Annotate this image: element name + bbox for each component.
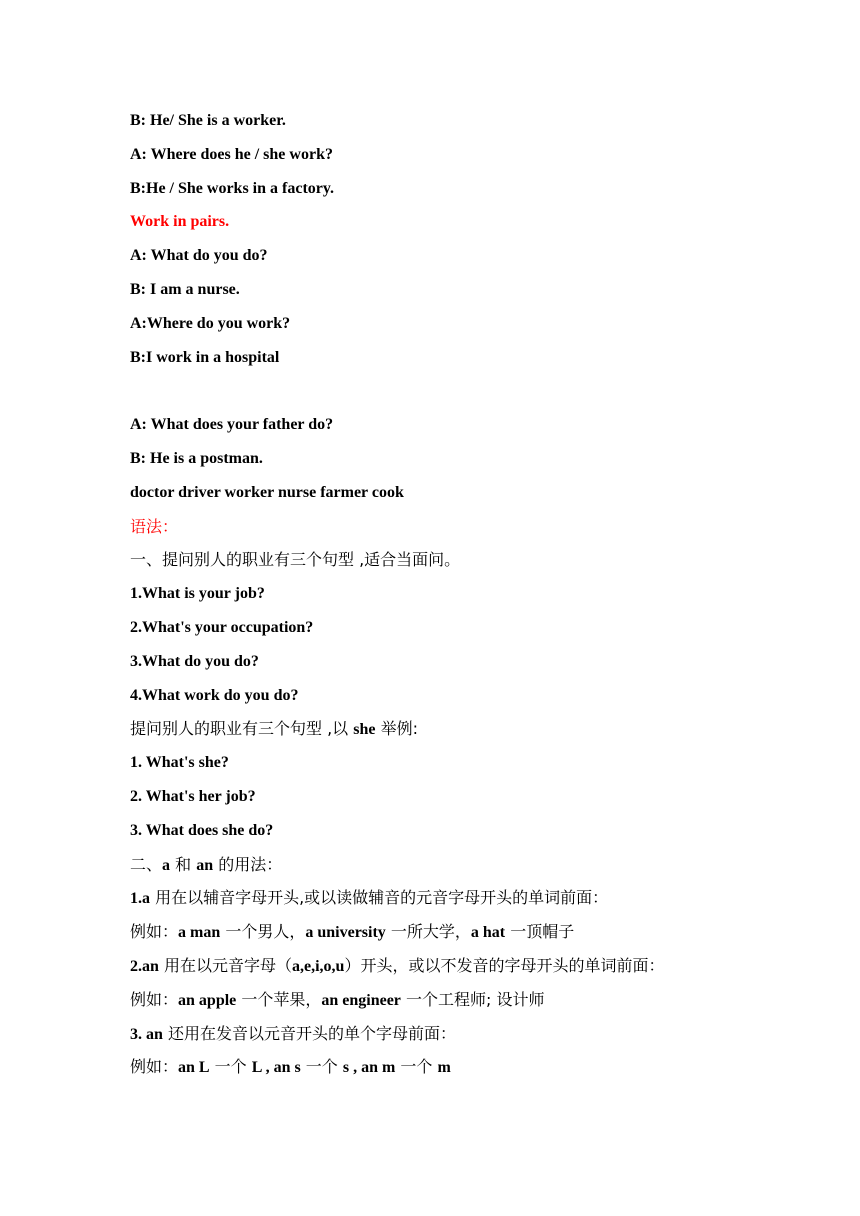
example-sentence: 4.What work do you do?: [130, 686, 299, 704]
text-segment: 一所大学，: [385, 922, 471, 942]
text-segment: a university: [305, 924, 386, 942]
text-segment: 一个苹果，: [236, 989, 322, 1009]
example-sentence: 2. What's her job?: [130, 787, 256, 805]
rule-a: [130, 887, 770, 921]
text-segment: 二、: [130, 854, 163, 874]
vocabulary-list: doctor driver worker nurse farmer cook: [130, 483, 404, 501]
text-segment: a,e,i,o,u: [292, 957, 345, 975]
grammar-point-2: [130, 854, 770, 888]
text-segment: 还用在发音以元音开头的单个字母前面：: [162, 1023, 456, 1043]
dialogue-line: A: What do you do?: [130, 247, 268, 265]
text-segment: 提问别人的职业有三个句型 ,以: [130, 719, 354, 739]
text-segment: s , an m: [342, 1059, 396, 1077]
text-segment: 例如：: [130, 922, 179, 942]
examples-an: [130, 989, 770, 1023]
text-segment: 的用法：: [213, 854, 283, 874]
text-segment: 1.a: [130, 890, 150, 908]
text-segment: ）开头，或以不发音的字母开头的单词前面：: [344, 955, 665, 975]
example-sentence: 1.What is your job?: [130, 585, 265, 603]
blank-line: [130, 380, 770, 414]
text-segment: 一个: [209, 1057, 252, 1077]
dialogue-line: B: I am a nurse.: [130, 280, 240, 298]
text-segment: 用在以元音字母（: [158, 955, 292, 975]
text-segment: 例如：: [130, 989, 179, 1009]
text-segment: 一个工程师; 设计师: [400, 989, 545, 1009]
dialogue-line: A:Where do you work?: [130, 314, 291, 332]
text-segment: 2.an: [130, 957, 159, 975]
section-heading-grammar: 语法：: [130, 516, 179, 536]
example-sentence: 3. What does she do?: [130, 821, 274, 839]
text-segment: an L: [178, 1059, 210, 1077]
rule-an: [130, 955, 770, 989]
text-segment: L , an s: [251, 1059, 301, 1077]
dialogue-line: B:He / She works in a factory.: [130, 179, 334, 197]
text-segment: 用在以辅音字母开头,或以读做辅音的元音字母开头的单词前面：: [150, 888, 609, 908]
text-segment: an engineer: [321, 991, 401, 1009]
text-segment: 举例:: [375, 719, 418, 739]
dialogue-line: A: Where does he / she work?: [130, 145, 333, 163]
document-body: [130, 110, 770, 1090]
text-segment: 一个男人，: [220, 922, 306, 942]
example-sentence: 1. What's she?: [130, 754, 229, 772]
text-segment: 一个: [300, 1057, 343, 1077]
dialogue-line: A: What does your father do?: [130, 416, 334, 434]
text-segment: a man: [178, 924, 221, 942]
text-segment: 例如：: [130, 1057, 179, 1077]
dialogue-line: B: He is a postman.: [130, 449, 263, 467]
text-segment: a hat: [470, 924, 506, 942]
text-segment: she: [353, 721, 376, 739]
rule-an-letters: [130, 1023, 770, 1057]
text-segment: an apple: [178, 991, 237, 1009]
text-segment: 一个: [395, 1057, 438, 1077]
dialogue-line: B: He/ She is a worker.: [130, 112, 286, 129]
examples-a: [130, 921, 770, 955]
dialogue-line: B:I work in a hospital: [130, 348, 280, 366]
text-segment: 一顶帽子: [505, 922, 575, 942]
section-heading-pairwork: Work in pairs.: [130, 213, 230, 231]
text-segment: m: [437, 1059, 451, 1077]
text-segment: a: [162, 856, 171, 874]
example-sentence: 3.What do you do?: [130, 652, 259, 670]
examples-an-letters: [130, 1056, 770, 1090]
grammar-point-1: 一、提问别人的职业有三个句型 ,适合当面问。: [130, 550, 461, 570]
example-sentence: 2.What's your occupation?: [130, 618, 314, 636]
text-segment: an: [196, 856, 214, 874]
text-segment: 和: [170, 854, 197, 874]
text-segment: 3. an: [130, 1025, 163, 1043]
grammar-note-she: [130, 718, 770, 752]
